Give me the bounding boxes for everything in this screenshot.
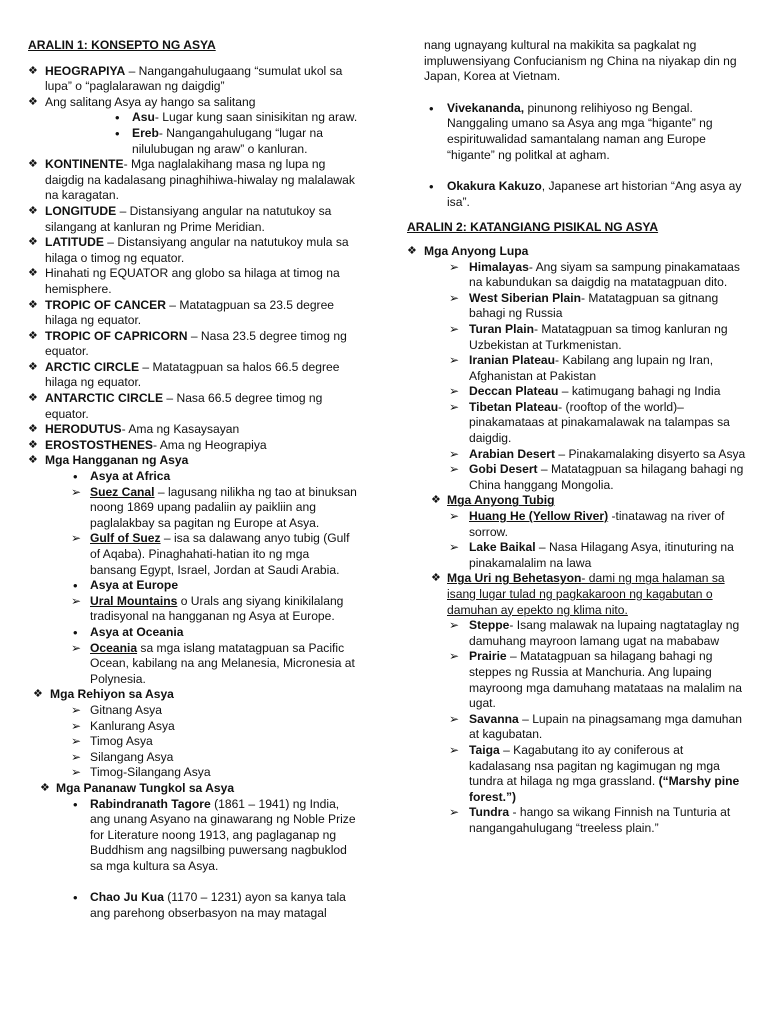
landform-item: ➢ Himalayas- Ang siyam sa sampung pinakamataas na kabundukan sa daigdig na matatagpuan dito.: [449, 259, 740, 290]
round-bullet-icon: •: [429, 179, 434, 195]
chao-item: • Chao Ju Kua (1170 – 1231) ayon sa kanya tala ang parehong obserbasyon na may matagal: [73, 890, 346, 921]
diamond-bullet-icon: ❖: [407, 244, 417, 257]
arrow-bullet-icon: ➢: [449, 399, 460, 414]
list-item: ❖ TROPIC OF CAPRICORN – Nasa 23.5 degree timog ng equator.: [28, 328, 347, 359]
vegetation-item: ➢ Steppe- Isang malawak na lupaing nagtataglay ng damuhang mayroon lamang ugat na mababaw: [449, 618, 740, 648]
list-item: ❖ EROSTOSTHENES- Ama ng Heograpiya: [28, 437, 267, 452]
round-bullet-icon: •: [73, 469, 78, 485]
diamond-bullet-icon: ❖: [28, 329, 38, 342]
diamond-bullet-icon: ❖: [33, 688, 43, 701]
arrow-bullet-icon: ➢: [449, 462, 460, 477]
arrow-bullet-icon: ➢: [449, 509, 460, 524]
landform-item: ➢ Arabian Desert – Pinakamalaking disyerto sa Asya: [449, 446, 746, 461]
list-item: ❖ KONTINENTE- Mga naglalakihang masa ng lupa ng daigdig na kadalasang pinaghihiwa-hiwalay ng malalawak na karagatan.: [28, 157, 355, 203]
okakura-item: • Okakura Kakuzo, Japanese art historian “Ang asya ay isa”.: [429, 179, 742, 209]
landform-item: ➢ Tibetan Plateau- (rooftop of the world)– pinakamataas at pinakamalawak na talampas sa daigdig.: [449, 399, 730, 446]
views-heading: ❖ Mga Pananaw Tungkol sa Asya: [40, 780, 235, 795]
list-item: ❖ Hinahati ng EQUATOR ang globo sa hilaga at timog na hemisphere.: [28, 266, 340, 296]
arrow-bullet-icon: ➢: [449, 540, 460, 555]
diamond-bullet-icon: ❖: [28, 360, 38, 373]
diamond-bullet-icon: ❖: [431, 494, 441, 507]
list-item: ❖ TROPIC OF CANCER – Matatagpuan sa 23.5 degree hilaga ng equator.: [28, 297, 335, 328]
waterform-item: ➢ Huang He (Yellow River) -tinatawag na river of sorrow.: [449, 509, 725, 539]
vegetation-list: [407, 618, 747, 836]
list-item: • Asu- Lugar kung saan sinisikitan ng araw.: [115, 110, 358, 126]
vivekananda-item: • Vivekananda, pinunong relihiyoso ng Bengal. Nanggaling umano sa Asya ang mga “higante” ng espirituwalidad samantalang naman ang Europe “higante” ng politkal at agham.: [429, 100, 713, 162]
diamond-bullet-icon: ❖: [28, 454, 38, 467]
lesson-2-title: ARALIN 2: KATANGIANG PISIKAL NG ASYA: [407, 220, 659, 235]
vegetation-item: ➢ Savanna – Lupain na pinagsamang mga damuhan at kagubatan.: [449, 711, 742, 742]
right-column: [407, 0, 747, 837]
diamond-bullet-icon: ❖: [28, 267, 38, 280]
diamond-bullet-icon: ❖: [28, 392, 38, 405]
region-item: ➢ Gitnang Asya: [71, 702, 162, 717]
list-item: ❖ ANTARCTIC CIRCLE – Nasa 66.5 degree timog ng equator.: [28, 391, 323, 421]
lesson-1-list: [28, 64, 358, 688]
diamond-bullet-icon: ❖: [431, 572, 441, 585]
list-item: ❖ HERODUTUS- Ama ng Kasaysayan: [28, 422, 240, 437]
list-item: ❖ Mga Hangganan ng Asya: [28, 453, 189, 468]
regions-list: [28, 703, 358, 781]
round-bullet-icon: •: [73, 578, 78, 594]
round-bullet-icon: •: [429, 100, 434, 116]
arrow-bullet-icon: ➢: [449, 649, 460, 664]
list-item: • Asya at Oceania: [73, 624, 184, 640]
list-item: ➢ Oceania sa mga islang matatagpuan sa Pacific Ocean, kabilang na ang Melanesia, Micronesia at Polynesia.: [71, 640, 355, 686]
list-item: ❖ LATITUDE – Distansiyang angular na natutukoy mula sa hilaga o timog ng equator.: [28, 235, 349, 265]
diamond-bullet-icon: ❖: [28, 423, 38, 436]
list-item: • Ereb- Nangangahulugang “lugar na nilulubugan ng araw” o kanluran.: [115, 125, 323, 156]
arrow-bullet-icon: ➢: [71, 702, 82, 717]
list-item: ➢ Suez Canal – lagusang nilikha ng tao at binuksan noong 1869 upang padaliin ay paikliin ang paglalakbay sa pagitan ng Europe at Asya.: [71, 484, 357, 530]
diamond-bullet-icon: ❖: [28, 95, 38, 108]
left-column: [28, 0, 358, 922]
arrow-bullet-icon: ➢: [71, 734, 82, 749]
landform-item: ➢ Deccan Plateau – katimugang bahagi ng India: [449, 384, 721, 399]
vegetation-item: ➢ Prairie – Matatagpuan sa hilagang bahagi ng steppes ng Russia at Manchuria. Ang lupaing mayroong mga damuhang matataas na malalim na ugat.: [449, 649, 742, 711]
list-item: • Asya at Africa: [73, 469, 171, 485]
arrow-bullet-icon: ➢: [449, 321, 460, 336]
list-item: ➢ Ural Mountains o Urals ang siyang kinikilalang tradisyonal na hangganan ng Asya at Europe.: [71, 593, 344, 624]
diamond-bullet-icon: ❖: [28, 438, 38, 451]
diamond-bullet-icon: ❖: [28, 158, 38, 171]
lesson-1-title: ARALIN 1: KONSEPTO NG ASYA: [28, 38, 216, 52]
arrow-bullet-icon: ➢: [71, 531, 82, 546]
diamond-bullet-icon: ❖: [28, 236, 38, 249]
list-item: ❖ ARCTIC CIRCLE – Matatagpuan sa halos 66.5 degree hilaga ng equator.: [28, 359, 340, 390]
landform-item: ➢ West Siberian Plain- Matatagpuan sa gitnang bahagi ng Russia: [449, 290, 719, 321]
chao-continuation: nang ugnayang kultural na makikita sa pagkalat ng impluwensiyang Confucianism ng China na niyakap din ng Japan, Korea at Vietnam.: [424, 38, 737, 84]
diamond-bullet-icon: ❖: [40, 781, 50, 794]
tagore-item: • Rabindranath Tagore (1861 – 1941) ng India, ang unang Asyano na ginawarang ng Noble Prize for Literature noong 1913, ang paglaganap ng Buddhism ang nagsilbing puwersang nagbuklod sa mga kultura sa Asya.: [73, 796, 356, 873]
region-item: ➢ Kanlurang Asya: [71, 718, 175, 733]
region-item: ➢ Timog Asya: [71, 734, 153, 749]
round-bullet-icon: •: [115, 125, 120, 141]
arrow-bullet-icon: ➢: [71, 749, 82, 764]
list-item: ➢ Gulf of Suez – isa sa dalawang anyo tubig (Gulf of Aqaba). Pinaghahati-hatian ito ng mga bansang Egypt, Israel, Jordan at Saudi Arabia.: [71, 531, 350, 577]
vegetation-heading: ❖ Mga Uri ng Behetasyon- dami ng mga halaman sa isang lugar tulad ng pagkakaroon ng kagabutan o damuhan ay epekto ng klima nito.: [431, 571, 725, 617]
arrow-bullet-icon: ➢: [449, 384, 460, 399]
arrow-bullet-icon: ➢: [71, 640, 82, 655]
round-bullet-icon: •: [73, 796, 78, 812]
waterform-item: ➢ Lake Baikal – Nasa Hilagang Asya, itinuturing na pinakamalalim na lawa: [449, 540, 734, 570]
list-item: ❖ HEOGRAPIYA – Nangangahulugaang “sumulat ukol sa lupa” o “paglalarawan ng daigdig”: [28, 63, 343, 94]
list-item: ❖ Ang salitang Asya ay hango sa salitang: [28, 94, 256, 109]
arrow-bullet-icon: ➢: [71, 765, 82, 780]
arrow-bullet-icon: ➢: [449, 742, 460, 757]
landforms-list: [407, 260, 747, 494]
round-bullet-icon: •: [73, 890, 78, 906]
arrow-bullet-icon: ➢: [449, 711, 460, 726]
region-item: ➢ Silangang Asya: [71, 749, 174, 764]
arrow-bullet-icon: ➢: [449, 259, 460, 274]
landform-item: ➢ Iranian Plateau- Kabilang ang lupain ng Iran, Afghanistan at Pakistan: [449, 353, 714, 383]
waterforms-heading: ❖ Mga Anyong Tubig: [431, 493, 555, 508]
diamond-bullet-icon: ❖: [28, 298, 38, 311]
arrow-bullet-icon: ➢: [449, 446, 460, 461]
arrow-bullet-icon: ➢: [449, 290, 460, 305]
arrow-bullet-icon: ➢: [449, 805, 460, 820]
landform-item: ➢ Gobi Desert – Matatagpuan sa hilagang bahagi ng China hanggang Mongolia.: [449, 462, 744, 492]
regions-heading: ❖ Mga Rehiyon sa Asya: [33, 687, 174, 702]
arrow-bullet-icon: ➢: [71, 718, 82, 733]
round-bullet-icon: •: [73, 624, 78, 640]
arrow-bullet-icon: ➢: [449, 618, 460, 633]
arrow-bullet-icon: ➢: [449, 353, 460, 368]
diamond-bullet-icon: ❖: [28, 204, 38, 217]
list-item: ❖ LONGITUDE – Distansiyang angular na natutukoy sa silangang at kanluran ng Prime Meridian.: [28, 203, 332, 234]
waterforms-list: [407, 509, 747, 571]
region-item: ➢ Timog-Silangang Asya: [71, 765, 211, 780]
vegetation-item: ➢ Tundra - hango sa wikang Finnish na Tunturia at nangangahulugang “treeless plain.”: [449, 805, 731, 835]
list-item: • Asya at Europe: [73, 578, 179, 594]
round-bullet-icon: •: [115, 110, 120, 126]
landforms-heading: ❖ Mga Anyong Lupa: [407, 243, 529, 258]
landform-item: ➢ Turan Plain- Matatagpuan sa timog kanluran ng Uzbekistan at Turkmenistan.: [449, 321, 728, 352]
arrow-bullet-icon: ➢: [71, 484, 82, 499]
vegetation-item: ➢ Taiga – Kagabutang ito ay coniferous at kadalasang nsa pagitan ng kagimugan ng mga tundra at hilaga ng mga grassland. (“Marshy pine forest.”): [449, 742, 740, 804]
arrow-bullet-icon: ➢: [71, 593, 82, 608]
diamond-bullet-icon: ❖: [28, 64, 38, 77]
